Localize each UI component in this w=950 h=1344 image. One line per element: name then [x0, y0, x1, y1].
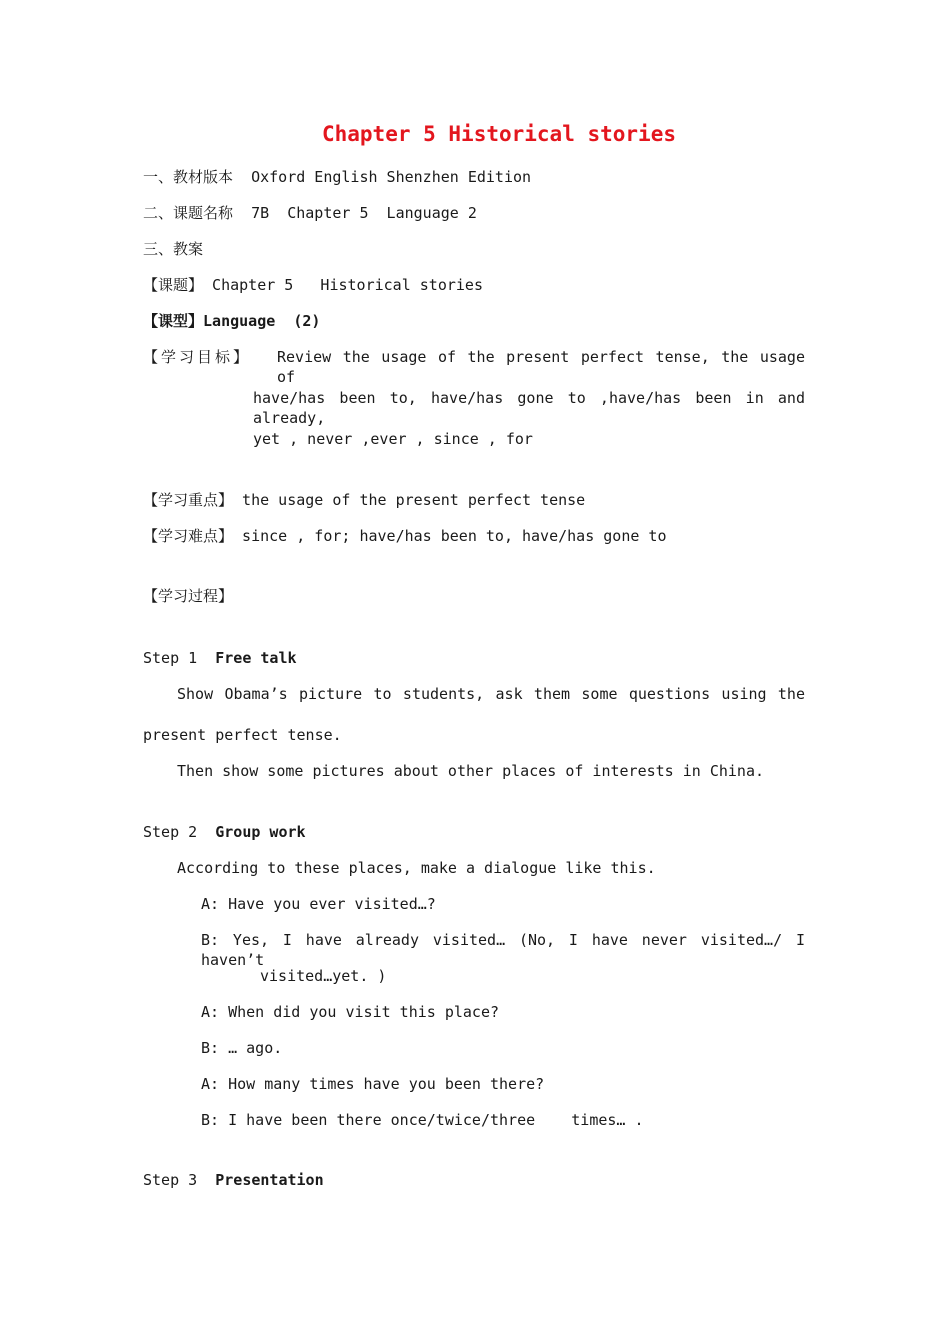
lesson-type-value: Language (2) [203, 312, 321, 330]
step-1-heading [143, 648, 297, 668]
dialogue-line: visited…yet. ) [260, 967, 387, 985]
key-points-line [143, 490, 585, 510]
lesson-type-line [143, 311, 320, 331]
document-title: Chapter 5 Historical stories [321, 122, 676, 146]
process-label: 【学习过程】 [143, 587, 234, 605]
difficult-points-value: since , for; have/has been to, have/has gone to [242, 527, 667, 545]
key-points-value: the usage of the present perfect tense [242, 491, 586, 509]
step-2-prefix: Step 2 [143, 823, 216, 841]
difficult-points-label: 【学习难点】 [143, 527, 234, 545]
lesson-topic-label: 【课题】 [143, 276, 204, 294]
dialogue-line: B: Yes, I have already visited… (No, I have never visited…/ I haven’t [201, 931, 805, 969]
step-2-name: Group work [215, 823, 306, 841]
step-2-heading [143, 822, 306, 842]
step-3-prefix: Step 3 [143, 1171, 216, 1189]
step-2-intro: According to these places, make a dialogue like this. [177, 859, 656, 877]
dialogue-line: A: When did you visit this place? [201, 1003, 500, 1021]
edition-label: 一、教材版本 [143, 168, 234, 186]
topic-line [143, 203, 477, 223]
objectives-label: 【学习目标】 [143, 348, 252, 366]
difficult-points-line [143, 526, 667, 546]
step-1-para-1-line-2: present perfect tense. [143, 726, 342, 744]
topic-label: 二、课题名称 [143, 204, 234, 222]
step-1-name: Free talk [215, 649, 297, 667]
step-1-prefix: Step 1 [143, 649, 216, 667]
step-1-para-2: Then show some pictures about other places of interests in China. [177, 762, 764, 780]
plan-label: 三、教案 [143, 240, 204, 258]
dialogue-line: B: … ago. [201, 1039, 283, 1057]
step-1-para-1-line-1: Show Obama’s picture to students, ask them some questions using the [177, 685, 805, 703]
objectives-line-3: yet , never ,ever , since , for [253, 430, 533, 448]
lesson-topic-line [143, 275, 483, 295]
step-3-name: Presentation [215, 1171, 324, 1189]
topic-value: 7B Chapter 5 Language 2 [251, 204, 477, 222]
dialogue-line: A: Have you ever visited…? [201, 895, 436, 913]
key-points-label: 【学习重点】 [143, 491, 234, 509]
objectives-line-1: Review the usage of the present perfect tense, the usage of [277, 348, 805, 386]
step-3-heading [143, 1170, 324, 1190]
objectives-line-2: have/has been to, have/has gone to ,have/has been in and already, [253, 389, 805, 427]
lesson-topic-value: Chapter 5 Historical stories [212, 276, 483, 294]
edition-line [143, 167, 531, 187]
edition-value: Oxford English Shenzhen Edition [251, 168, 532, 186]
dialogue-line: B: I have been there once/twice/three times… . [201, 1111, 644, 1129]
dialogue-line: A: How many times have you been there? [201, 1075, 545, 1093]
lesson-type-label: 【课型】 [143, 312, 204, 330]
